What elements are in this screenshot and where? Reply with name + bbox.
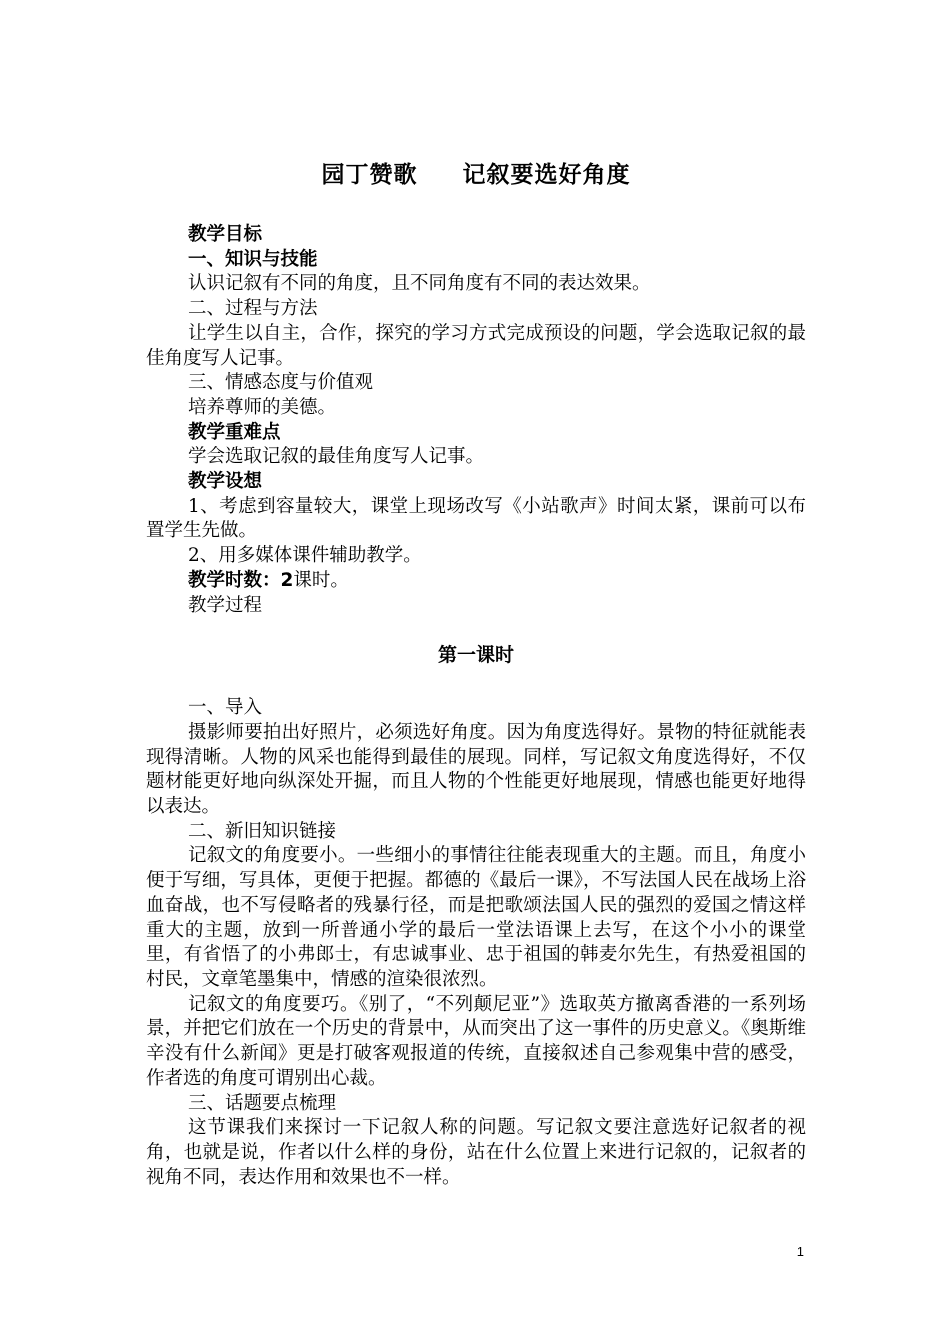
teaching-hours <box>146 569 806 594</box>
section-2-heading: 二、新旧知识链接 <box>188 820 337 842</box>
objectives-heading: 教学目标 <box>188 224 263 245</box>
objective-2-text: 让学生以自主，合作，探究的学习方式完成预设的问题，学会选取记叙的最佳角度写人记事。 <box>146 322 806 369</box>
design-item-1: 1、考虑到容量较大，课堂上现场改写《小站歌声》时间太紧，课前可以布置学生先做。 <box>146 495 806 542</box>
objective-1-text: 认识记叙有不同的角度，且不同角度有不同的表达效果。 <box>188 273 651 295</box>
objective-2-heading: 二、过程与方法 <box>188 298 318 320</box>
key-points-text: 学会选取记叙的最佳角度写人记事。 <box>188 446 485 468</box>
document-title: 园丁赞歌 记叙要选好角度 <box>321 162 631 188</box>
key-points-heading: 教学重难点 <box>188 421 281 443</box>
objective-3-text: 培养尊师的美德。 <box>188 396 337 418</box>
section-3-heading: 三、话题要点梳理 <box>188 1092 337 1114</box>
teaching-hours-value: 课时。 <box>293 569 349 591</box>
section-3-text: 这节课我们来探讨一下记叙人称的问题。写记叙文要注意选好记叙者的视角，也就是说，作者以什么样的身份，站在什么位置上来进行记叙的，记叙者的视角不同，表达作用和效果也不一样。 <box>146 1117 806 1188</box>
section-2-paragraph-2: 记叙文的角度要巧。《别了，“不列颠尼亚”》选取英方撤离香港的一系列场景，并把它们放在一个历史的背景中，从而突出了这一事件的历史意义。《奥斯维辛没有什么新闻》更是打破客观报道的传统，直接叙述自己参观集中营的感受，作者选的角度可谓别出心裁。 <box>146 993 806 1089</box>
process-heading: 教学过程 <box>188 594 263 616</box>
objective-3-heading: 三、情感态度与价值观 <box>188 372 374 394</box>
objective-1-heading: 一、知识与技能 <box>188 248 318 270</box>
page-number: 1 <box>796 1244 804 1259</box>
teaching-hours-label: 教学时数：2 <box>188 569 294 591</box>
lesson-title: 第一课时 <box>437 644 514 667</box>
section-1-text: 摄影师要拍出好照片，必须选好角度。因为角度选得好。景物的特征就能表现得清晰。人物的风采也能得到最佳的展现。同样，写记叙文角度选得好，不仅题材能更好地向纵深处开掘，而且人物的个性能更好地展现，情感也能更好地得以表达。 <box>146 721 806 818</box>
title-spacer <box>146 195 806 223</box>
section-2-paragraph-1: 记叙文的角度要小。一些细小的事情往往能表现重大的主题。而且，角度小便于写细，写具体，更便于把握。都德的《最后一课》，不写法国人民在战场上浴血奋战，也不写侵略者的残暴行径，而是把歌颂法国人民的强烈的爱国之情这样重大的主题，放到一所普通小学的最后一堂法语课上去写，在这个小小的课堂里，有省悟了的小弗郎士，有忠诚事业、忠于祖国的韩麦尔先生，有热爱祖国的村民，文章笔墨集中，情感的渲染很浓烈。 <box>146 845 806 990</box>
document-body <box>146 155 806 1190</box>
section-1-heading: 一、导入 <box>188 697 263 719</box>
design-item-2: 2、用多媒体课件辅助教学。 <box>188 545 422 567</box>
design-heading: 教学设想 <box>188 471 263 493</box>
